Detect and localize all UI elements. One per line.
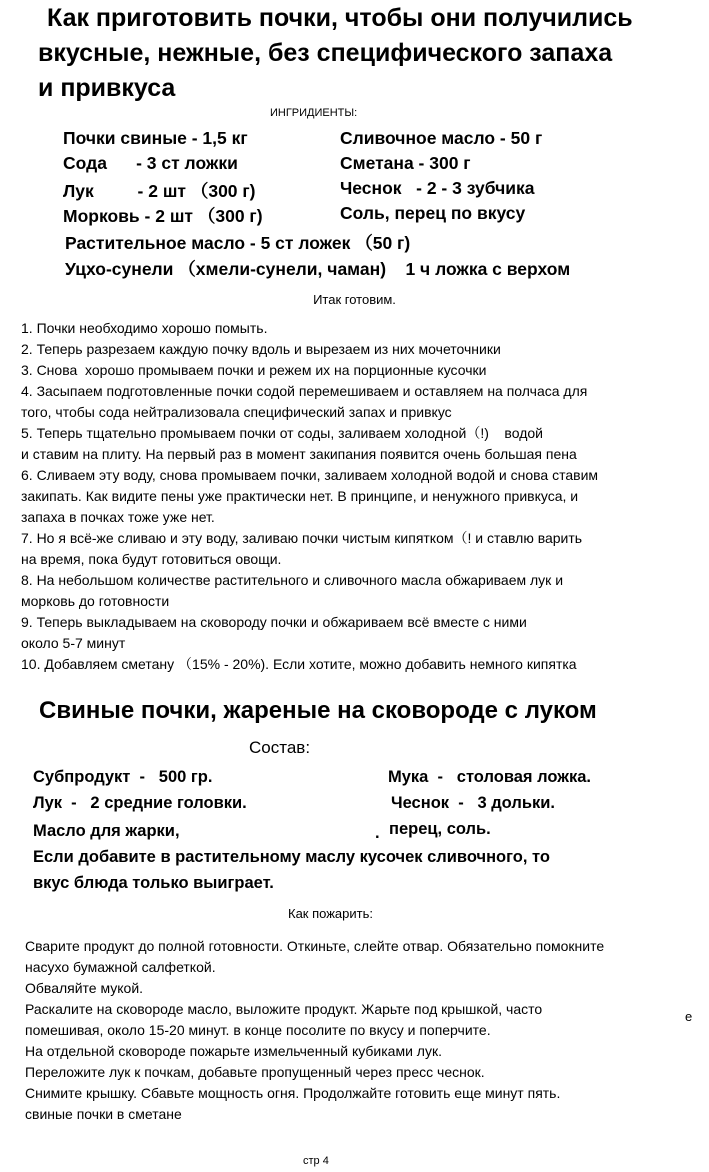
ingredient-item: Растительное масло - 5 ст ложек （50 г) bbox=[65, 233, 411, 253]
ingredients-heading: ИНГРИДИЕНТЫ: bbox=[270, 107, 358, 119]
ingredient-item: Масло для жарки, bbox=[33, 822, 180, 840]
recipe-1-title-line: вкусные, нежные, без специфического запаха bbox=[38, 39, 613, 67]
stray-letter: е bbox=[685, 1009, 693, 1024]
ingredient-item: Сметана - 300 г bbox=[340, 153, 471, 173]
step-line: запаха в почках тоже уже нет. bbox=[21, 509, 215, 525]
recipe-1-title-line: Как приготовить почки, чтобы они получились bbox=[47, 4, 633, 32]
howto-line: Снимите крышку. Сбавьте мощность огня. Продолжайте готовить еще минут пять. bbox=[25, 1085, 561, 1101]
ingredient-item: Чеснок - 3 дольки. bbox=[391, 794, 555, 812]
howto-line: Сварите продукт до полной готовности. Откиньте, слейте отвар. Обязательно помокните bbox=[25, 938, 605, 954]
step-line: 8. На небольшом количестве растительного и сливочного масла обжариваем лук и bbox=[21, 572, 564, 588]
step-line: закипать. Как видите пены уже практически нет. В принципе, и ненужного привкуса, и bbox=[21, 488, 579, 504]
step-line: морковь до готовности bbox=[21, 593, 170, 609]
ingredient-item: Сода - 3 ст ложки bbox=[63, 153, 238, 173]
ingredient-item: Почки свиные - 1,5 кг bbox=[63, 128, 248, 148]
ingredient-item: перец, соль. bbox=[389, 820, 491, 838]
howto-line: насухо бумажной салфеткой. bbox=[25, 959, 216, 975]
step-line: 9. Теперь выкладываем на сковороду почки и обжариваем всё вместе с ними bbox=[21, 614, 527, 630]
ingredient-item: Мука - столовая ложка. bbox=[388, 768, 591, 786]
step-line: того, чтобы сода нейтрализовала специфический запах и привкус bbox=[21, 404, 452, 420]
ingredient-item: Сливочное масло - 50 г bbox=[340, 128, 543, 148]
step-line: 6. Сливаем эту воду, снова промываем почки, заливаем холодной водой и снова ставим bbox=[21, 467, 599, 483]
recipe-1-title-line: и привкуса bbox=[38, 74, 176, 102]
page-number: стр 4 bbox=[303, 1155, 329, 1167]
step-line: 3. Снова хорошо промываем почки и режем их на порционные кусочки bbox=[21, 362, 487, 378]
ingredient-item: Субпродукт - 500 гр. bbox=[33, 768, 213, 786]
stray-dot: . bbox=[375, 824, 380, 842]
howto-line: свиные почки в сметане bbox=[25, 1106, 182, 1122]
cook-heading: Итак готовим. bbox=[313, 292, 396, 307]
ingredient-item: Морковь - 2 шт （300 г) bbox=[63, 206, 263, 226]
ingredient-item: Лук - 2 средние головки. bbox=[33, 794, 247, 812]
step-line: 1. Почки необходимо хорошо помыть. bbox=[21, 320, 268, 336]
step-line: на время, пока будут готовиться овощи. bbox=[21, 551, 282, 567]
step-line: 5. Теперь тщательно промываем почки от соды, заливаем холодной（!) водой bbox=[21, 425, 543, 441]
howto-line: Обваляйте мукой. bbox=[25, 980, 144, 996]
howto-line: Раскалите на сковороде масло, выложите продукт. Жарьте под крышкой, часто bbox=[25, 1001, 543, 1017]
step-line: 7. Но я всё-же сливаю и эту воду, заливаю почки чистым кипятком（! и ставлю варить bbox=[21, 530, 583, 546]
recipe-2-howto bbox=[25, 936, 685, 1125]
tip-line: Если добавите в растительному маслу кусочек сливочного, то bbox=[33, 848, 550, 866]
step-line: 10. Добавляем сметану （15% - 20%). Если хотите, можно добавить немного кипятка bbox=[21, 656, 577, 672]
ingredient-item: Уцхо-сунели （хмели-сунели, чаман) 1 ч ложка с верхом bbox=[65, 259, 571, 279]
ingredient-item: Лук - 2 шт （300 г) bbox=[63, 181, 256, 201]
ingredient-item: Чеснок - 2 - 3 зубчика bbox=[340, 178, 535, 198]
step-line: 2. Теперь разрезаем каждую почку вдоль и вырезаем из них мочеточники bbox=[21, 341, 501, 357]
step-line: около 5-7 минут bbox=[21, 635, 126, 651]
howto-line: Переложите лук к почкам, добавьте пропущенный через пресс чеснок. bbox=[25, 1064, 485, 1080]
step-line: и ставим на плиту. На первый раз в момент закипания появится очень большая пена bbox=[21, 446, 577, 462]
howto-line: помешивая, около 15-20 минут. в конце посолите по вкусу и поперчите. bbox=[25, 1022, 491, 1038]
howto-heading: Как пожарить: bbox=[288, 906, 373, 921]
step-line: 4. Засыпаем подготовленные почки содой перемешиваем и оставляем на полчаса для bbox=[21, 383, 588, 399]
sostav-heading: Состав: bbox=[249, 738, 311, 757]
recipe-1-steps bbox=[21, 318, 598, 675]
tip-line: вкус блюда только выиграет. bbox=[33, 874, 274, 892]
howto-line: На отдельной сковороде пожарьте измельченный кубиками лук. bbox=[25, 1043, 442, 1059]
recipe-2-title: Свиные почки, жареные на сковороде с луком bbox=[39, 697, 597, 724]
ingredient-item: Соль, перец по вкусу bbox=[340, 203, 526, 223]
